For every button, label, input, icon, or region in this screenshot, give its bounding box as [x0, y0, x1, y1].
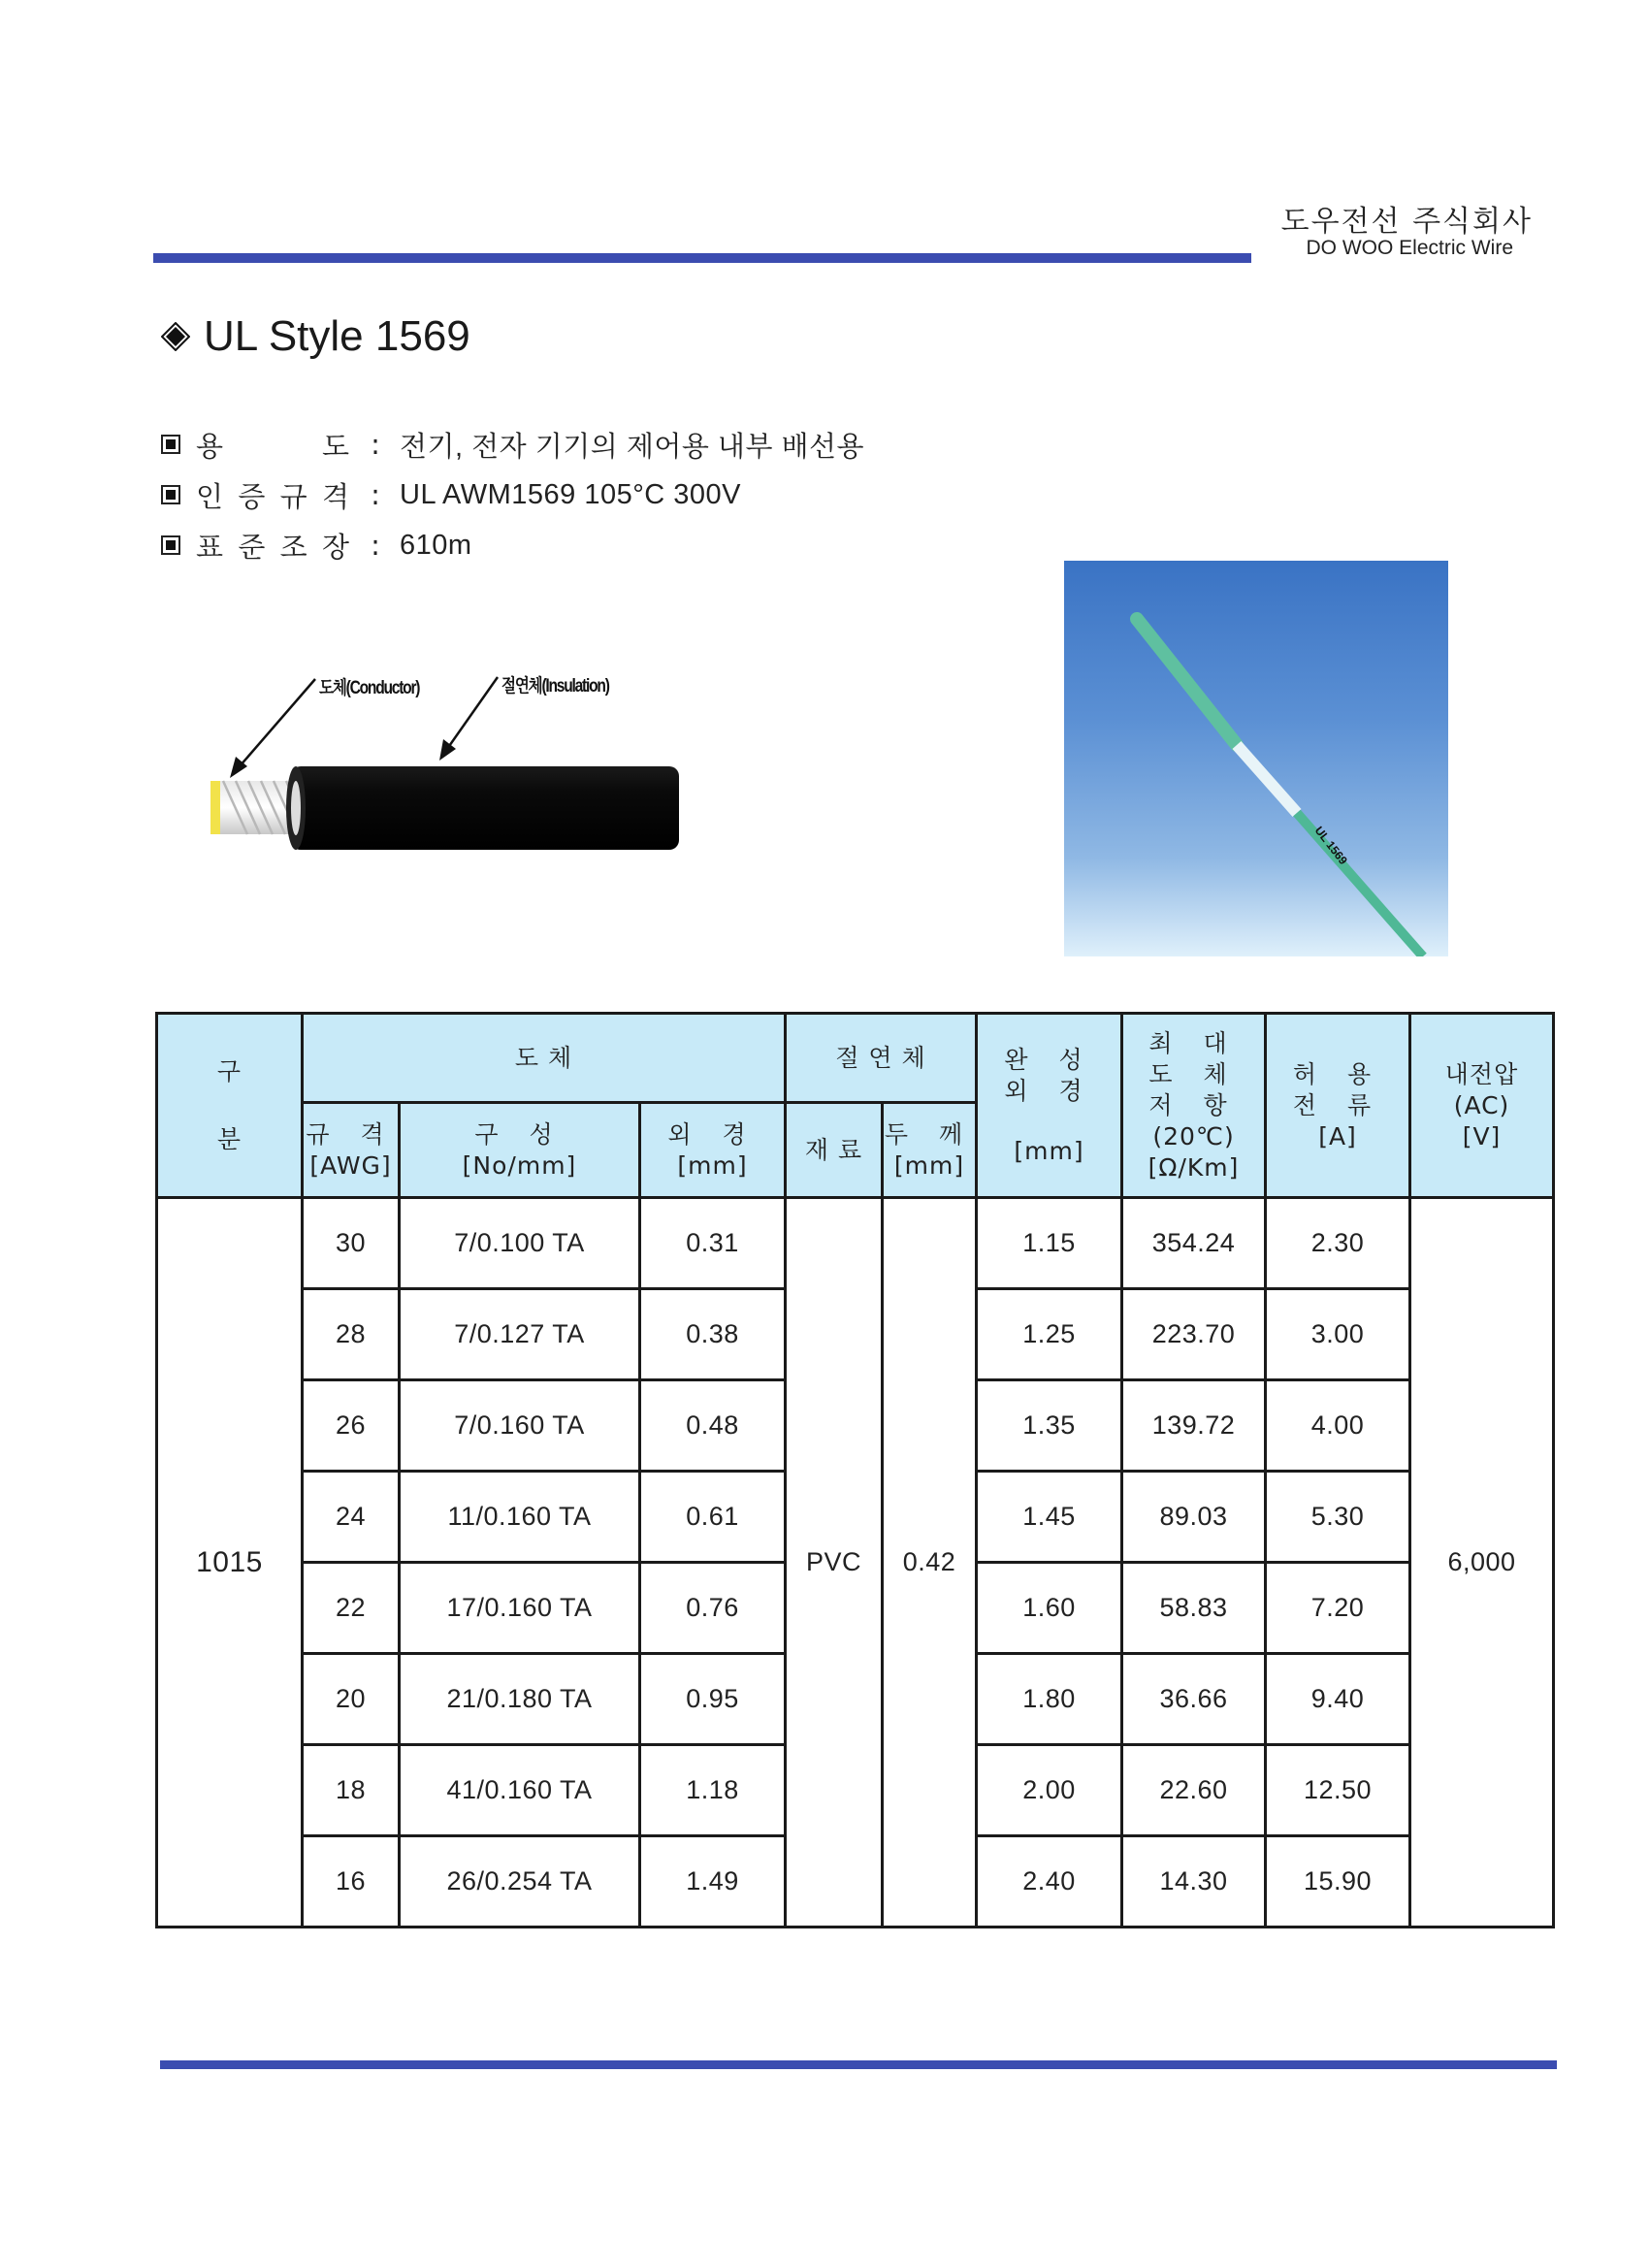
- square-bullet-icon: [161, 435, 180, 454]
- finished-od-cell: 1.45: [977, 1472, 1122, 1563]
- header-thickness: 두 께 [mm]: [883, 1103, 977, 1198]
- spec-row-certification: 인 증 규 격 : UL AWM1569 105°C 300V: [161, 470, 864, 520]
- conductor-od-cell: 1.49: [640, 1836, 786, 1928]
- header-max-resistance: 최 대 도 체 저 항 (20℃) [Ω/Km]: [1122, 1014, 1266, 1198]
- finished-od-cell: 2.40: [977, 1836, 1122, 1928]
- construction-cell: 11/0.160 TA: [400, 1472, 640, 1563]
- company-name-korean: 도우전선 주식회사: [1280, 205, 1533, 239]
- conductor-od-cell: 0.61: [640, 1472, 786, 1563]
- awg-cell: 24: [303, 1472, 400, 1563]
- awg-cell: 16: [303, 1836, 400, 1928]
- page-title: [161, 312, 470, 361]
- header-awg-size: 규 격 [AWG]: [303, 1103, 400, 1198]
- resistance-cell: 89.03: [1122, 1472, 1266, 1563]
- conductor-od-cell: 0.38: [640, 1289, 786, 1380]
- current-cell: 4.00: [1266, 1380, 1410, 1472]
- resistance-cell: 36.66: [1122, 1654, 1266, 1745]
- construction-cell: 41/0.160 TA: [400, 1745, 640, 1836]
- current-cell: 3.00: [1266, 1289, 1410, 1380]
- material-cell: PVC: [786, 1198, 883, 1928]
- header-withstand-voltage: 내전압 (AC) [V]: [1410, 1014, 1554, 1198]
- finished-od-cell: 1.60: [977, 1563, 1122, 1654]
- construction-cell: 21/0.180 TA: [400, 1654, 640, 1745]
- spec-table: [155, 1012, 1555, 1928]
- construction-cell: 26/0.254 TA: [400, 1836, 640, 1928]
- spec-value-certification: UL AWM1569 105°C 300V: [400, 478, 742, 510]
- current-cell: 12.50: [1266, 1745, 1410, 1836]
- insulation-label: 절연체(Insulation): [501, 676, 609, 697]
- spec-label-certification: 인 증 규 격: [196, 479, 351, 513]
- table-row: [157, 1198, 1554, 1289]
- resistance-cell: 22.60: [1122, 1745, 1266, 1836]
- spec-row-usage: 용 도 : 전기, 전자 기기의 제어용 내부 배선용: [161, 419, 864, 470]
- footer-divider-bar: [160, 2060, 1557, 2069]
- header-material: 재 료: [786, 1103, 883, 1198]
- category-cell: 1015: [157, 1198, 303, 1928]
- conductor-od-cell: 0.76: [640, 1563, 786, 1654]
- resistance-cell: 58.83: [1122, 1563, 1266, 1654]
- spec-value-usage: 전기, 전자 기기의 제어용 내부 배선용: [400, 431, 865, 463]
- construction-cell: 7/0.127 TA: [400, 1289, 640, 1380]
- resistance-cell: 223.70: [1122, 1289, 1266, 1380]
- finished-od-cell: 1.80: [977, 1654, 1122, 1745]
- spec-list: [161, 419, 864, 570]
- voltage-cell: 6,000: [1410, 1198, 1554, 1928]
- conductor-label: 도체(Conductor): [319, 678, 420, 698]
- header-finished-od: 완 성 외 경 [mm]: [977, 1014, 1122, 1198]
- current-cell: 9.40: [1266, 1654, 1410, 1745]
- header-category: 구 분: [157, 1014, 303, 1198]
- finished-od-cell: 1.35: [977, 1380, 1122, 1472]
- page-title-text: UL Style 1569: [204, 312, 470, 360]
- resistance-cell: 354.24: [1122, 1198, 1266, 1289]
- construction-cell: 17/0.160 TA: [400, 1563, 640, 1654]
- current-cell: 15.90: [1266, 1836, 1410, 1928]
- header-conductor-od: 외 경 [mm]: [640, 1103, 786, 1198]
- header-conductor: 도 체: [303, 1014, 786, 1103]
- spec-row-standard-length: 표 준 조 장 : 610m: [161, 520, 864, 570]
- awg-cell: 22: [303, 1563, 400, 1654]
- awg-cell: 20: [303, 1654, 400, 1745]
- header-construction: 구 성 [No/mm]: [400, 1103, 640, 1198]
- header-insulation: 절 연 체: [786, 1014, 977, 1103]
- current-cell: 7.20: [1266, 1563, 1410, 1654]
- finished-od-cell: 2.00: [977, 1745, 1122, 1836]
- diamond-icon: [161, 322, 190, 351]
- spec-label-standard-length: 표 준 조 장: [196, 530, 351, 564]
- company-name-english: DO WOO Electric Wire: [1306, 237, 1513, 259]
- finished-od-cell: 1.15: [977, 1198, 1122, 1289]
- cable-diagram: [189, 660, 1004, 883]
- thickness-cell: 0.42: [883, 1198, 977, 1928]
- awg-cell: 18: [303, 1745, 400, 1836]
- construction-cell: 7/0.100 TA: [400, 1198, 640, 1289]
- conductor-od-cell: 1.18: [640, 1745, 786, 1836]
- header-divider-bar: [153, 253, 1251, 263]
- conductor-od-cell: 0.31: [640, 1198, 786, 1289]
- finished-od-cell: 1.25: [977, 1289, 1122, 1380]
- square-bullet-icon: [161, 485, 180, 504]
- conductor-od-cell: 0.95: [640, 1654, 786, 1745]
- resistance-cell: 139.72: [1122, 1380, 1266, 1472]
- resistance-cell: 14.30: [1122, 1836, 1266, 1928]
- construction-cell: 7/0.160 TA: [400, 1380, 640, 1472]
- awg-cell: 28: [303, 1289, 400, 1380]
- conductor-od-cell: 0.48: [640, 1380, 786, 1472]
- spec-label-usage: 용 도: [196, 429, 351, 463]
- square-bullet-icon: [161, 535, 180, 555]
- product-photo: [1064, 561, 1448, 956]
- current-cell: 5.30: [1266, 1472, 1410, 1563]
- awg-cell: 26: [303, 1380, 400, 1472]
- header-allowable-current: 허 용 전 류 [A]: [1266, 1014, 1410, 1198]
- wire-marking: UL 1569: [1311, 824, 1350, 867]
- awg-cell: 30: [303, 1198, 400, 1289]
- current-cell: 2.30: [1266, 1198, 1410, 1289]
- spec-value-standard-length: 610m: [400, 529, 472, 561]
